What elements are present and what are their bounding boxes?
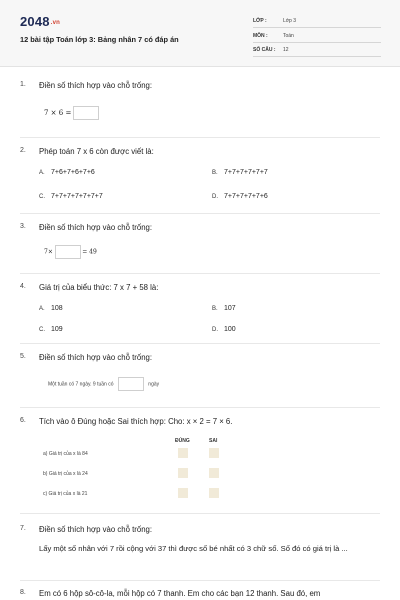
divider xyxy=(20,273,380,274)
column-false: SAI xyxy=(209,438,218,444)
option-a[interactable] xyxy=(39,169,95,176)
option-b[interactable] xyxy=(212,305,236,312)
grade-label: LỚP : xyxy=(253,18,267,24)
question-text: Phép toán 7 x 6 còn được viết là: xyxy=(39,147,154,156)
option-text: 7+6+7+6+7+6 xyxy=(51,169,95,176)
option-text: 7+7+7+7+7+7+7 xyxy=(51,193,103,200)
false-checkbox-c[interactable] xyxy=(209,488,219,498)
statement-a: a) Giá trị của x là 84 xyxy=(43,451,88,457)
question-paragraph: Lấy một số nhân với 7 rồi cộng với 37 thì được số bé nhất có 3 chữ số. Số đó có giá trị là ... xyxy=(39,544,348,553)
expression xyxy=(44,245,97,259)
option-text: 7+7+7+7+7+7 xyxy=(224,169,268,176)
divider xyxy=(20,213,380,214)
divider xyxy=(253,27,381,28)
question-number: 1. xyxy=(20,81,26,88)
fill-sentence xyxy=(48,377,159,391)
option-letter: D. xyxy=(212,194,218,200)
question-text: Em có 6 hộp sô-cô-la, mỗi hộp có 7 thanh. Em cho các bạn 12 thanh. Sau đó, em xyxy=(39,589,321,598)
option-letter: C. xyxy=(39,194,45,200)
question-text: Điền số thích hợp vào chỗ trống: xyxy=(39,353,153,362)
expression-left: 7× xyxy=(44,248,53,256)
question-number: 3. xyxy=(20,223,26,230)
true-checkbox-b[interactable] xyxy=(178,468,188,478)
false-checkbox-b[interactable] xyxy=(209,468,219,478)
logo-suffix: .vn xyxy=(50,19,61,26)
option-c[interactable] xyxy=(39,326,63,333)
answer-box[interactable] xyxy=(118,377,144,391)
divider xyxy=(253,42,381,43)
answer-box[interactable] xyxy=(73,106,99,120)
option-b[interactable] xyxy=(212,169,268,176)
divider xyxy=(20,580,380,581)
option-a[interactable] xyxy=(39,305,63,312)
count-label: SỐ CÂU : xyxy=(253,47,276,53)
true-checkbox-c[interactable] xyxy=(178,488,188,498)
true-checkbox-a[interactable] xyxy=(178,448,188,458)
option-d[interactable] xyxy=(212,193,268,200)
grade-value: Lớp 3 xyxy=(283,18,297,24)
option-c[interactable] xyxy=(39,193,103,200)
divider xyxy=(20,407,380,408)
question-text: Điền số thích hợp vào chỗ trống: xyxy=(39,223,153,232)
false-checkbox-a[interactable] xyxy=(209,448,219,458)
question-number: 4. xyxy=(20,283,26,290)
statement-c: c) Giá trị của x là 21 xyxy=(43,491,88,497)
divider xyxy=(20,513,380,514)
option-d[interactable] xyxy=(212,326,236,333)
option-text: 109 xyxy=(51,326,63,333)
logo-text: 2048 xyxy=(20,14,50,29)
statement-b: b) Giá trị của x là 24 xyxy=(43,471,88,477)
sentence-right: ngày xyxy=(148,381,160,388)
logo[interactable] xyxy=(20,14,60,29)
column-true: ĐÚNG xyxy=(175,438,190,444)
header xyxy=(0,0,400,67)
question-number: 6. xyxy=(20,417,26,424)
answer-box[interactable] xyxy=(55,245,81,259)
option-letter: B. xyxy=(212,170,218,176)
subject-label: MÔN : xyxy=(253,33,268,39)
question-text: Điền số thích hợp vào chỗ trống: xyxy=(39,81,153,90)
expression xyxy=(44,106,99,120)
count-value: 12 xyxy=(283,47,289,53)
option-text: 100 xyxy=(224,326,236,333)
question-text: Giá trị của biểu thức: 7 x 7 + 58 là: xyxy=(39,283,159,292)
expression-text: 7 × 6 = xyxy=(44,108,72,117)
question-number: 5. xyxy=(20,353,26,360)
divider xyxy=(20,137,380,138)
question-number: 7. xyxy=(20,525,26,532)
option-letter: A. xyxy=(39,306,45,312)
option-letter: D. xyxy=(212,327,218,333)
sentence-left: Một tuần có 7 ngày. 9 tuần có xyxy=(48,381,114,388)
option-letter: B. xyxy=(212,306,218,312)
question-text: Điền số thích hợp vào chỗ trống: xyxy=(39,525,153,534)
option-text: 7+7+7+7+7+6 xyxy=(224,193,268,200)
option-text: 107 xyxy=(224,305,236,312)
option-text: 108 xyxy=(51,305,63,312)
question-number: 8. xyxy=(20,589,26,596)
option-letter: C. xyxy=(39,327,45,333)
option-letter: A. xyxy=(39,170,45,176)
subject-value: Toán xyxy=(283,33,294,39)
question-number: 2. xyxy=(20,147,26,154)
question-text: Tích vào ô Đúng hoặc Sai thích hợp: Cho: x × 2 = 7 × 6. xyxy=(39,417,233,426)
expression-right: = 49 xyxy=(82,248,97,256)
divider xyxy=(253,56,381,57)
divider xyxy=(20,343,380,344)
document-title: 12 bài tập Toán lớp 3: Bảng nhân 7 có đáp án xyxy=(20,35,179,44)
